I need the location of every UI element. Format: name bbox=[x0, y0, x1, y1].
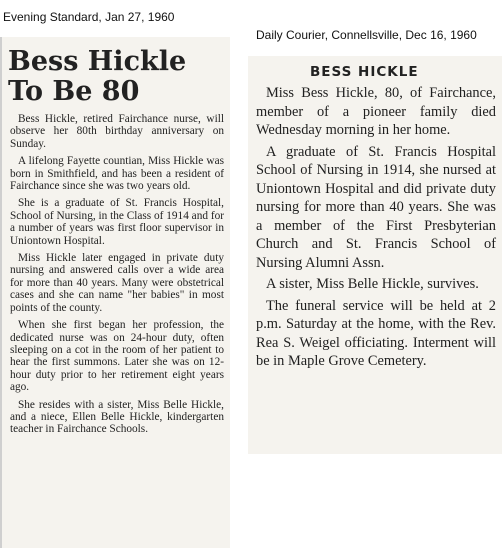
right-newspaper-clipping bbox=[248, 56, 502, 454]
right-article-body bbox=[248, 84, 502, 371]
left-paragraph: A lifelong Fayette countian, Miss Hickle was born in Smithfield, and has been a resident of Fairchance since she was two years old. bbox=[10, 155, 224, 193]
right-paragraph: The funeral service will be held at 2 p.m. Saturday at the home, with the Rev. Rea S. Weigel officiating. Interment will be in Maple Grove Cemetery. bbox=[256, 297, 496, 369]
right-headline: BESS HICKLE bbox=[310, 64, 419, 80]
left-headline bbox=[8, 47, 230, 107]
left-paragraph: She is a graduate of St. Francis Hospital, School of Nursing, in the Class of 1914 and for a number of years was first floor supervisor in Uniontown Hospital. bbox=[10, 197, 224, 247]
left-paragraph: When she first began her profession, the dedicated nurse was on 24-hour duty, often sleeping on a cot in the room of her patient to hear the first summons. Later she was on 12-hour duty prior to her retirement eight years ago. bbox=[10, 319, 224, 394]
right-paragraph: A sister, Miss Belle Hickle, survives. bbox=[266, 276, 479, 292]
left-paragraph: Bess Hickle, retired Fairchance nurse, will observe her 80th birthday anniversary on Sunday. bbox=[10, 113, 224, 150]
left-newspaper-clipping bbox=[0, 37, 230, 548]
left-paragraph: She resides with a sister, Miss Belle Hickle, and a niece, Ellen Belle Hickle, kindergarten teacher in Fairchance Schools. bbox=[10, 398, 224, 436]
left-article-body bbox=[2, 113, 230, 436]
right-clipping-source: Daily Courier, Connellsville, Dec 16, 1960 bbox=[256, 28, 477, 42]
left-paragraph: Miss Hickle later engaged in private duty nursing and answered calls over a wide area for more than 40 years. Many were obstetrical cases and she can name "her babies" in most points of the county. bbox=[10, 252, 224, 314]
left-clipping-source: Evening Standard, Jan 27, 1960 bbox=[3, 10, 175, 24]
right-paragraph: Miss Bess Hickle, 80, of Fairchance, member of a pioneer family died Wednesday morning in her home. bbox=[256, 85, 496, 138]
right-paragraph: A graduate of St. Francis Hospital School of Nursing in 1914, she nursed at Uniontown Hospital and did private duty nursing for more than 40 years. She was a member of the First Presbyterian Church and St. Francis School of Nursing Alumni Assn. bbox=[256, 143, 496, 271]
left-headline-line2: To Be 80 bbox=[8, 76, 140, 107]
left-headline-line1: Bess Hickle bbox=[8, 46, 187, 77]
